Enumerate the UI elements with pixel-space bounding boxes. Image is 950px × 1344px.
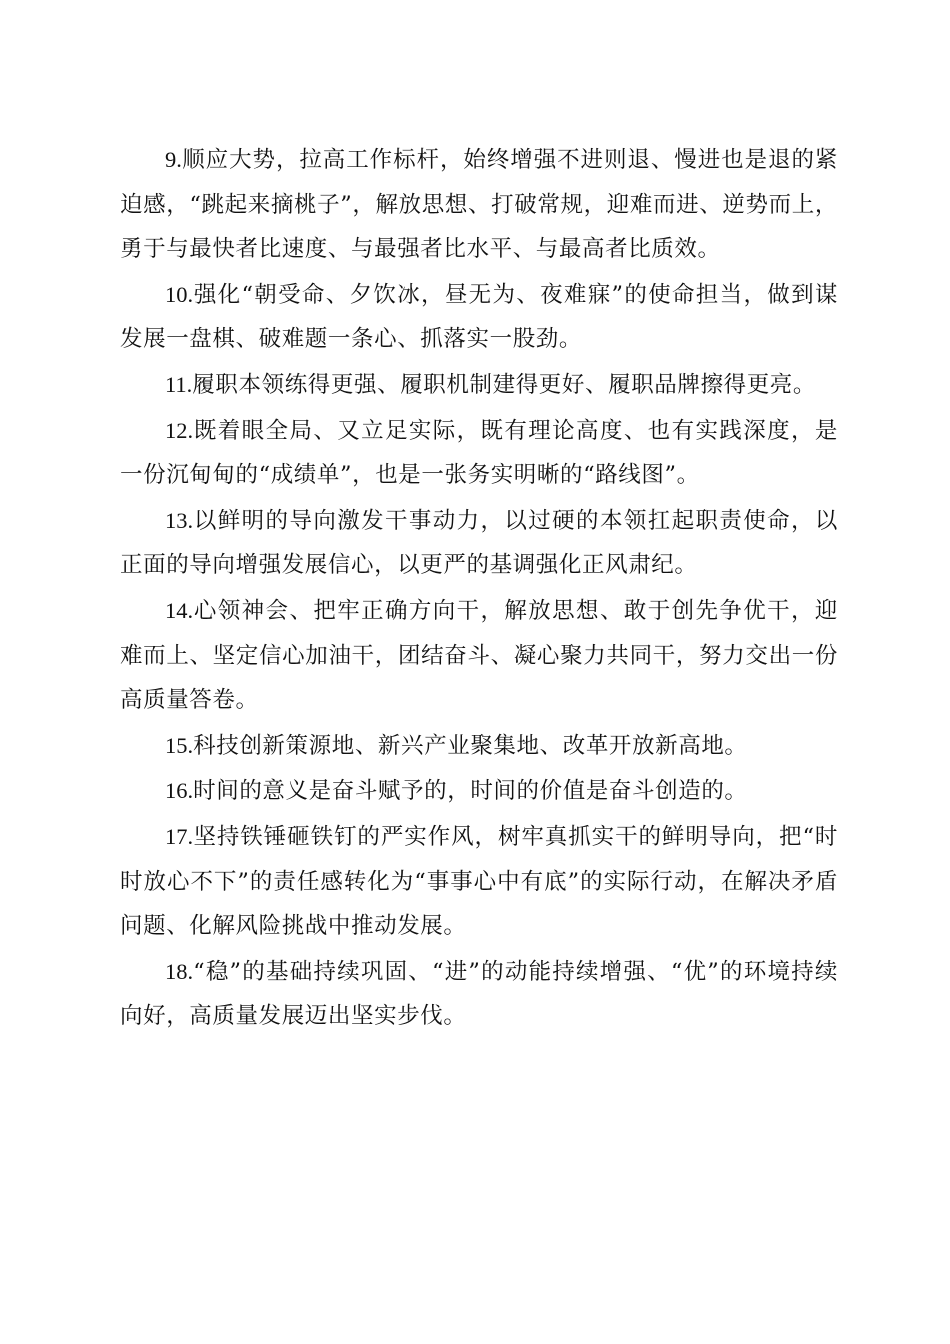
paragraph-text: 坚持铁锤砸铁钉的严实作风，树牢真抓实干的鲜明导向，把“时时放心不下”的责任感转化为“事事心中有底”的实际行动，在解决矛盾问题、化解风险挑战中推动发展。 — [120, 823, 838, 940]
paragraph-text: 强化“朝受命、夕饮冰，昼无为、夜难寐”的使命担当，做到谋发展一盘棋、破难题一条心、抓落实一股劲。 — [120, 281, 838, 353]
paragraph-number: 15. — [165, 732, 194, 758]
paragraph-number: 10. — [165, 281, 194, 307]
paragraph-10 — [120, 273, 838, 362]
paragraph-number: 17. — [165, 823, 194, 849]
paragraph-text: 科技创新策源地、新兴产业聚集地、改革开放新高地。 — [193, 732, 748, 759]
paragraph-14 — [120, 589, 838, 723]
paragraph-13 — [120, 499, 838, 588]
paragraph-9 — [120, 138, 838, 272]
paragraph-number: 11. — [165, 371, 193, 397]
paragraph-number: 9. — [165, 147, 182, 172]
paragraph-text: 心领神会、把牢正确方向干，解放思想、敢于创先争优干，迎难而上、坚定信心加油干，团结奋斗、凝心聚力共同干，努力交出一份高质量答卷。 — [120, 597, 838, 714]
paragraph-17 — [120, 815, 838, 949]
paragraph-text: 时间的意义是奋斗赋予的，时间的价值是奋斗创造的。 — [193, 778, 748, 805]
paragraph-number: 16. — [165, 778, 194, 804]
paragraph-text: 既着眼全局、又立足实际，既有理论高度、也有实践深度，是一份沉甸甸的“成绩单”，也是一张务实明晰的“路线图”。 — [120, 417, 838, 489]
paragraph-16 — [120, 769, 838, 814]
paragraph-15 — [120, 724, 838, 769]
paragraph-number: 12. — [165, 417, 194, 443]
paragraph-number: 13. — [165, 507, 194, 533]
paragraph-number: 18. — [165, 958, 194, 984]
paragraph-text: 履职本领练得更强、履职机制建得更好、履职品牌擦得更亮。 — [192, 371, 816, 398]
paragraph-number: 14. — [165, 597, 194, 623]
paragraph-11 — [120, 363, 838, 408]
document-page — [120, 138, 838, 1040]
paragraph-text: 顺应大势，拉高工作标杆，始终增强不进则退、慢进也是退的紧迫感，“跳起来摘桃子”，解放思想、打破常规，迎难而进、逆势而上，勇于与最快者比速度、与最强者比水平、与最高者比质效。 — [120, 147, 838, 263]
paragraph-text: “稳”的基础持续巩固、“进”的动能持续增强、“优”的环境持续向好，高质量发展迈出坚实步伐。 — [120, 958, 838, 1030]
paragraph-text: 以鲜明的导向激发干事动力，以过硬的本领扛起职责使命，以正面的导向增强发展信心，以更严的基调强化正风肃纪。 — [120, 507, 838, 579]
paragraph-12 — [120, 409, 838, 498]
paragraph-18 — [120, 950, 838, 1039]
